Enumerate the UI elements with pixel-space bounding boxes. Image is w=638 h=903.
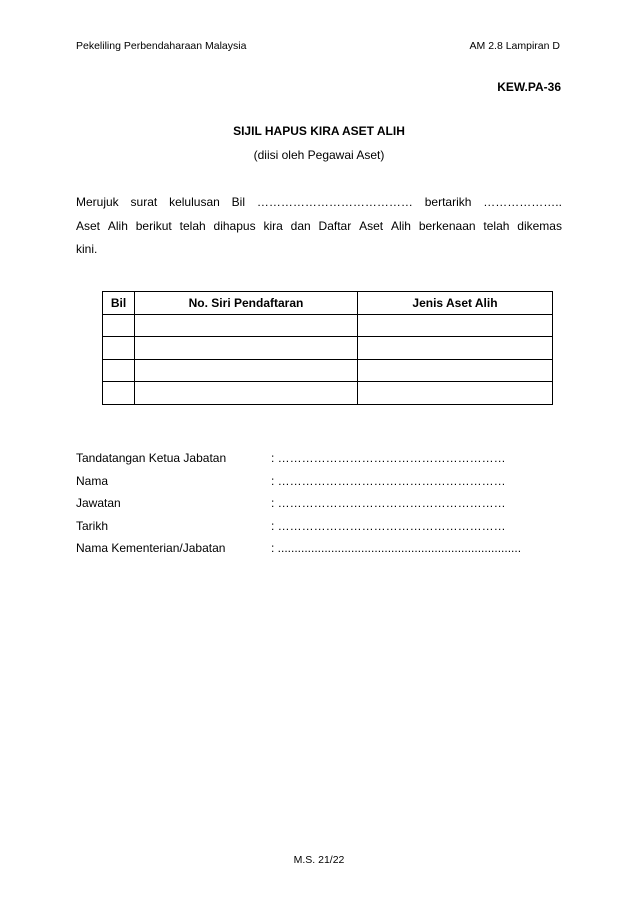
paragraph-word: dan [290,218,311,233]
signature-row-kementerian [76,541,521,564]
table-cell-no-siri[interactable] [135,314,358,337]
column-header-jenis-aset: Jenis Aset Alih [358,292,553,315]
paragraph-word: Aset [76,218,101,233]
signature-field[interactable]: : ………………………………………………… [271,451,506,465]
table-row [103,382,553,405]
document-subtitle: (diisi oleh Pegawai Aset) [253,148,385,162]
table-cell-bil[interactable] [103,359,135,382]
date-label: Tarikh [76,518,109,533]
paragraph-word: Daftar [318,218,352,233]
paragraph-word: Alih [107,218,128,233]
paragraph-word: Bil [231,195,245,209]
reference-number-blank: ………………………………… [256,195,413,209]
paragraph-word: kini. [76,242,98,256]
paragraph-line-3 [76,238,562,262]
paragraph-word: dikemas [517,218,562,233]
paragraph-word: kelulusan [169,195,220,209]
table-cell-bil[interactable] [103,337,135,360]
paragraph-line-2 [76,215,562,239]
date-field[interactable]: : ………………………………………………… [271,518,506,533]
table-cell-no-siri[interactable] [135,359,358,382]
ministry-label: Nama Kementerian/Jabatan [76,541,226,555]
table-row [103,314,553,337]
table-cell-bil[interactable] [103,314,135,337]
signature-block [76,451,521,564]
paragraph-word: berkenaan [418,218,476,233]
document-title: SIJIL HAPUS KIRA ASET ALIH [233,124,405,138]
header-left-text: Pekeliling Perbendaharaan Malaysia [76,40,247,52]
table-row [103,337,553,360]
table-cell-jenis-aset[interactable] [358,359,553,382]
paragraph-word: telah [179,218,206,233]
table-row [103,359,553,382]
position-field[interactable]: : ………………………………………………… [271,496,506,510]
page-number: M.S. 21/22 [293,854,345,866]
reference-paragraph [76,191,562,262]
table-cell-jenis-aset[interactable] [358,382,553,405]
paragraph-word: kira [263,218,283,233]
paragraph-word: surat [130,195,158,209]
paragraph-word: Merujuk [76,195,119,209]
name-field[interactable]: : ………………………………………………… [271,473,506,488]
paragraph-line-1 [76,191,562,215]
paragraph-word: bertarikh [424,195,472,209]
paragraph-word: Alih [390,218,411,233]
reference-date-blank: ……………….. [483,195,562,209]
column-header-no-siri: No. Siri Pendaftaran [135,292,358,315]
paragraph-word: dihapus [213,218,256,233]
table-header-row [103,292,553,315]
table-cell-no-siri[interactable] [135,382,358,405]
form-code: KEW.PA-36 [497,80,561,94]
signature-row-jawatan [76,496,521,519]
paragraph-word: Aset [359,218,384,233]
signature-row-tarikh [76,519,521,542]
signature-row-tandatangan [76,451,521,474]
ministry-field[interactable]: : ......................................................................... [271,541,522,555]
column-header-bil: Bil [103,292,135,315]
table-cell-jenis-aset[interactable] [358,337,553,360]
position-label: Jawatan [76,496,121,510]
name-label: Nama [76,473,109,488]
header-right-text: AM 2.8 Lampiran D [469,40,560,52]
signature-label: Tandatangan Ketua Jabatan [76,451,227,465]
table-cell-bil[interactable] [103,382,135,405]
table-cell-jenis-aset[interactable] [358,314,553,337]
paragraph-word: telah [483,218,510,233]
paragraph-word: berikut [135,218,172,233]
asset-table [102,291,553,405]
table-cell-no-siri[interactable] [135,337,358,360]
signature-row-nama [76,474,521,497]
